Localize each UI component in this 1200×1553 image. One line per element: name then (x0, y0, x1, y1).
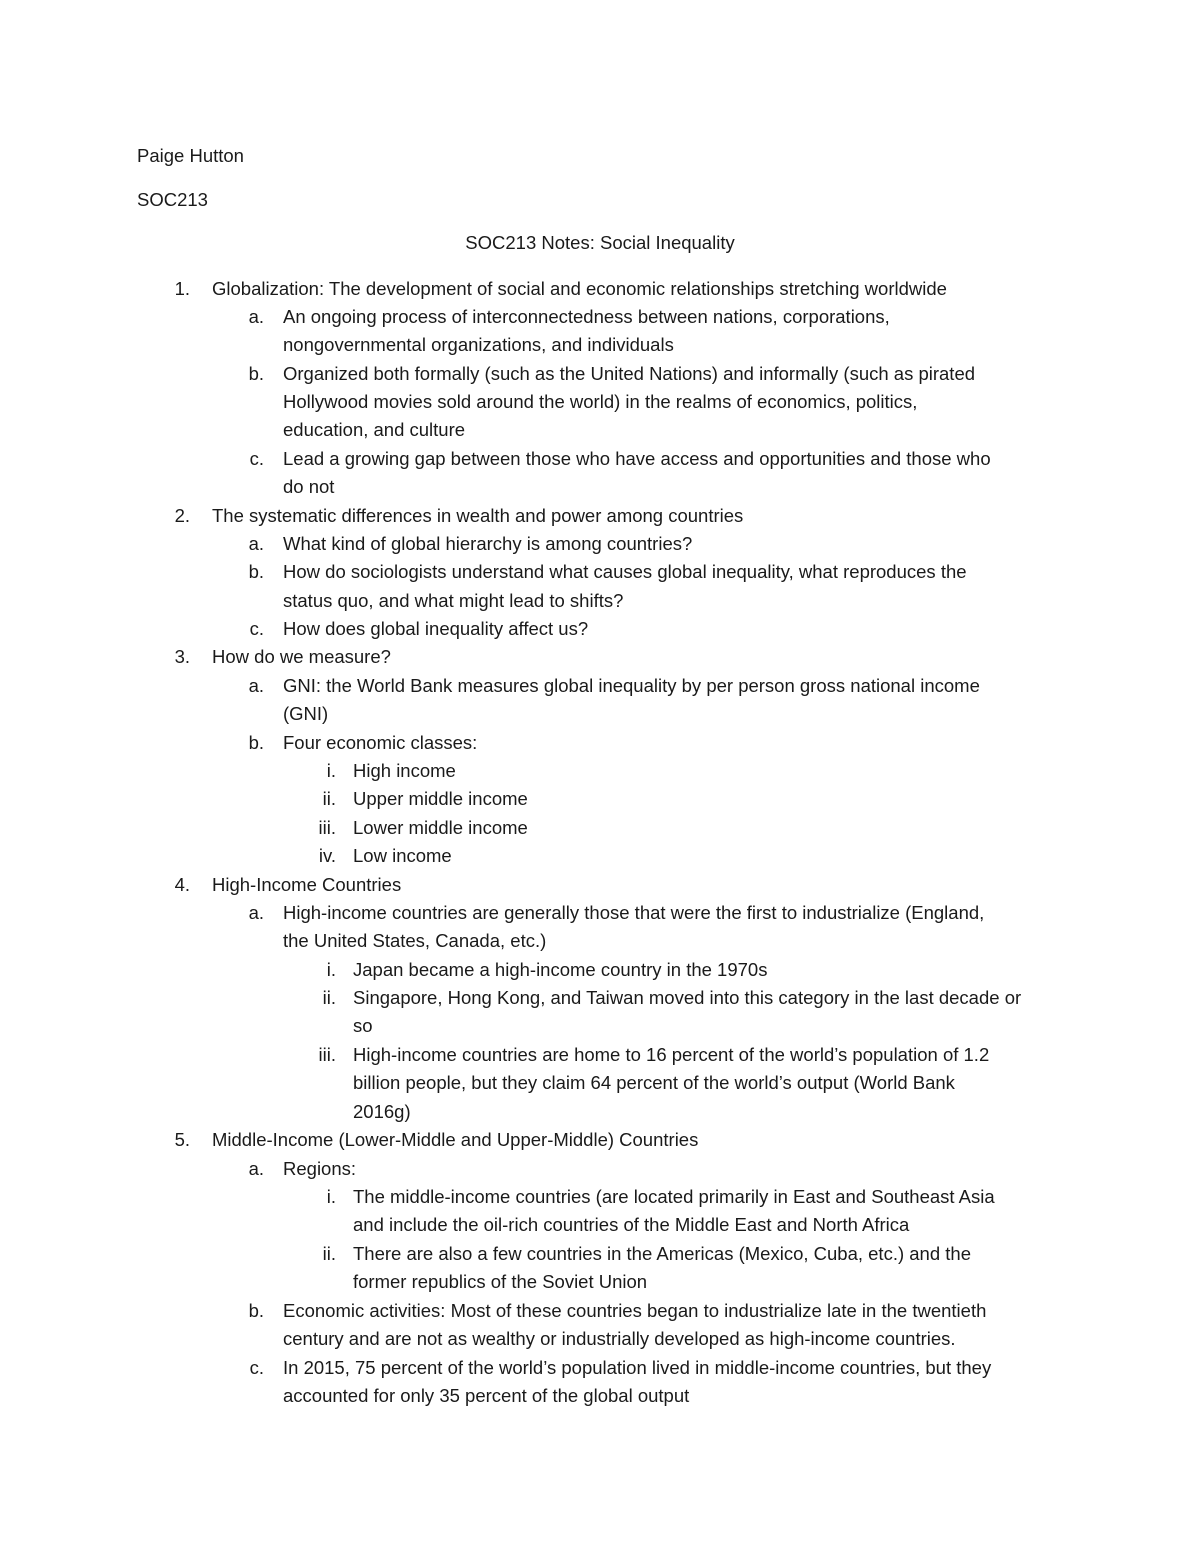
list-item-text: GNI: the World Bank measures global inequality by per person gross national income (283, 675, 980, 696)
list-marker: c. (249, 618, 264, 639)
list-marker: c. (249, 1357, 264, 1378)
author-name: Paige Hutton (137, 145, 244, 166)
list-item-text: In 2015, 75 percent of the world’s population lived in middle-income countries, but they (283, 1357, 992, 1378)
list-marker: 3. (174, 646, 190, 667)
list-marker: ii. (322, 987, 336, 1008)
list-marker: iii. (318, 817, 336, 838)
list-item-text: so (353, 1015, 373, 1036)
list-marker: b. (248, 561, 264, 582)
list-item-text: education, and culture (283, 419, 466, 440)
list-item-text: Lower middle income (353, 817, 528, 838)
list-item-text: High-income countries are generally those that were the first to industrialize (England, (283, 902, 985, 923)
list-item-text: billion people, but they claim 64 percent of the world’s output (World Bank (353, 1072, 955, 1093)
list-item-text: Hollywood movies sold around the world) in the realms of economics, politics, (283, 391, 918, 412)
list-item-text: former republics of the Soviet Union (353, 1271, 648, 1292)
list-item-text: The middle-income countries (are located primarily in East and Southeast Asia (353, 1186, 995, 1207)
list-item-text: There are also a few countries in the Americas (Mexico, Cuba, etc.) and the (353, 1243, 971, 1264)
course-code: SOC213 (137, 189, 208, 210)
list-item-text: Four economic classes: (283, 732, 478, 753)
list-marker: a. (248, 902, 264, 923)
list-item-text: Low income (353, 845, 452, 866)
list-marker: ii. (322, 1243, 336, 1264)
list-marker: c. (249, 448, 264, 469)
list-marker: a. (248, 675, 264, 696)
list-marker: 2. (174, 505, 190, 526)
list-item-text: nongovernmental organizations, and individuals (283, 334, 674, 355)
list-item-text: (GNI) (283, 703, 329, 724)
list-item-text: How do sociologists understand what causes global inequality, what reproduces the (283, 561, 967, 582)
list-item-text: Lead a growing gap between those who have access and opportunities and those who (283, 448, 991, 469)
list-marker: i. (326, 959, 336, 980)
list-item-text: High-income countries are home to 16 percent of the world’s population of 1.2 (353, 1044, 990, 1065)
list-item-text: What kind of global hierarchy is among countries? (283, 533, 693, 554)
list-item-text: High-Income Countries (212, 874, 402, 895)
list-marker: iv. (318, 845, 336, 866)
list-item-text: status quo, and what might lead to shifts? (283, 590, 624, 611)
list-marker: a. (248, 533, 264, 554)
list-item-text: How do we measure? (212, 646, 391, 667)
list-item-text: High income (353, 760, 456, 781)
list-marker: i. (326, 760, 336, 781)
list-item-text: Middle-Income (Lower-Middle and Upper-Middle) Countries (212, 1129, 699, 1150)
list-item-text: do not (283, 476, 335, 497)
list-item-text: and include the oil-rich countries of the Middle East and North Africa (353, 1214, 910, 1235)
list-marker: b. (248, 732, 264, 753)
list-item-text: Globalization: The development of social and economic relationships stretching worldwide (212, 278, 947, 299)
list-item-text: How does global inequality affect us? (283, 618, 589, 639)
document-title: SOC213 Notes: Social Inequality (465, 232, 735, 253)
list-item-text: Singapore, Hong Kong, and Taiwan moved into this category in the last decade or (353, 987, 1022, 1008)
list-item-text: the United States, Canada, etc.) (283, 930, 547, 951)
list-item-text: century and are not as wealthy or industrially developed as high-income countries. (283, 1328, 956, 1349)
list-item-text: Japan became a high-income country in the 1970s (353, 959, 768, 980)
list-item-text: The systematic differences in wealth and power among countries (212, 505, 744, 526)
list-marker: 4. (174, 874, 190, 895)
list-marker: 1. (174, 278, 190, 299)
list-item-text: An ongoing process of interconnectedness between nations, corporations, (283, 306, 890, 327)
list-marker: iii. (318, 1044, 336, 1065)
list-marker: a. (248, 1158, 264, 1179)
list-marker: b. (248, 363, 264, 384)
list-marker: a. (248, 306, 264, 327)
list-marker: i. (326, 1186, 336, 1207)
list-item-text: 2016g) (353, 1101, 411, 1122)
list-item-text: Organized both formally (such as the United Nations) and informally (such as pirated (283, 363, 976, 384)
list-item-text: Upper middle income (353, 788, 528, 809)
list-item-text: Regions: (283, 1158, 357, 1179)
list-item-text: accounted for only 35 percent of the global output (283, 1385, 690, 1406)
list-marker: ii. (322, 788, 336, 809)
list-marker: b. (248, 1300, 264, 1321)
list-item-text: Economic activities: Most of these countries began to industrialize late in the twentieth (283, 1300, 987, 1321)
list-marker: 5. (174, 1129, 190, 1150)
